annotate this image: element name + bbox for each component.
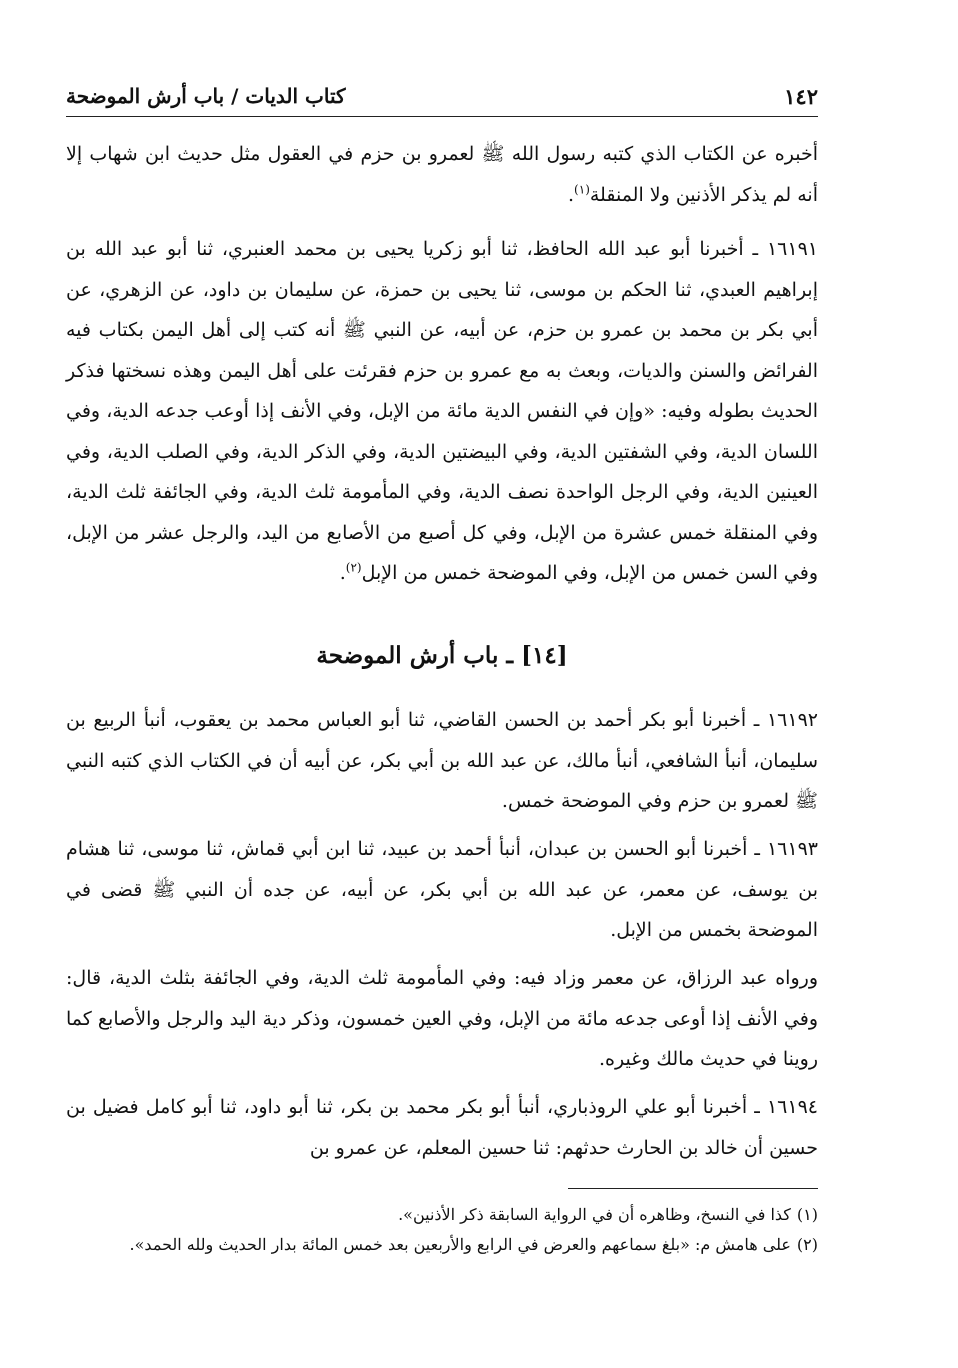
hadith-16191 [66,229,818,594]
paragraph-text: ١٦١٩٢ ـ أخبرنا أبو بكر أحمد بن الحسن القاضي، ثنا أبو العباس محمد بن يعقوب، أنبأ الربيع بن سليمان، أنبأ الشافعي، أنبأ مالك، عن عبد الله بن أبي بكر، عن أبيه أن في الكتاب الذي كتبه النبي ﷺ لعمرو بن حزم وفي الموضحة خمس. [66,709,818,812]
paragraph-end: . [339,562,346,584]
paragraph-text: ورواه عبد الرزاق، عن معمر وزاد فيه: وفي المأمومة ثلث الدية، وفي الجائفة بثلث الدية، قال: وفي الأنف إذا أوعى جدعه مائة من الإبل، وفي العين خمسون، وذكر دية اليد والرجل والأصابع كما روينا في حديث مالك وغيره. [66,967,818,1070]
footnote-text: على هامش م: «بلغ سماعهم والعرض في الرابع والأربعين بعد خمس المائة بدار الحديث ولله الحمد». [129,1235,791,1254]
footnote-number: (١) [796,1205,818,1224]
footnote-number: (٢) [796,1235,818,1254]
paragraph-text: ١٦١٩١ ـ أخبرنا أبو عبد الله الحافظ، ثنا أبو زكريا يحيى بن محمد العنبري، ثنا أبو عبد الله بن إبراهيم العبدي، ثنا الحكم بن موسى، ثنا يحيى بن حمزة، عن سليمان بن داود، عن الزهري، عن أبي بكر بن محمد بن عمرو بن حزم، عن أبيه، عن النبي ﷺ أنه كتب إلى أهل اليمن بكتاب فيه الفرائض والسنن والديات، وبعث به مع عمرو بن حزم فقرئت على أهل اليمن وهذه نسختها فذكر الحديث بطوله وفيه: «وإن في النفس الدية مائة من الإبل، وفي الأنف إذا أوعب جدعه الدية، وفي اللسان الدية، وفي الشفتين الدية، وفي البيضتين الدية، وفي الذكر الدية، وفي الصلب الدية، وفي العينين الدية، وفي الرجل الواحدة نصف الدية، وفي المأمومة ثلث الدية، وفي الجائفة ثلث الدية، وفي المنقلة خمس عشرة من الإبل، وفي كل أصبع من الأصابع من اليد، والرجل عشر من الإبل، وفي السن خمس من الإبل، وفي الموضحة خمس من الإبل [66,238,818,584]
hadith-16194 [66,1087,818,1168]
paragraph-text: أخبره عن الكتاب الذي كتبه رسول الله ﷺ لعمرو بن حزم في العقول مثل حديث ابن شهاب إلا أنه لم يذكر الأذنين ولا المنقلة [66,143,818,206]
paragraph-text: ١٦١٩٣ ـ أخبرنا أبو الحسن بن عبدان، أنبأ أحمد بن عبيد، ثنا ابن أبي قماش، ثنا موسى، ثنا هشام بن يوسف، عن معمر، عن عبد الله بن أبي بكر، عن أبيه، عن جده أن النبي ﷺ قضى في الموضحة بخمس من الإبل. [66,838,818,941]
footnote-text: كذا في النسخ، وظاهره أن في الرواية السابقة ذكر الأذنين». [398,1205,791,1224]
paragraph-text: ١٦١٩٤ ـ أخبرنا أبو علي الروذباري، أنبأ أبو بكر محمد بن بكر، ثنا أبو داود، ثنا أبو كامل فضيل بن حسين أن خالد بن الحارث حدثهم: ثنا حسين المعلم، عن عمرو بن [66,1096,818,1159]
footnotes [66,1200,818,1260]
footnote-2 [66,1230,818,1260]
riwaya-paragraph [66,958,818,1080]
paragraph-continuation [66,134,818,215]
hadith-16193 [66,829,818,951]
footnote-1 [66,1200,818,1230]
footnote-ref: (١) [574,182,590,197]
paragraph-end: . [568,183,575,206]
hadith-16192 [66,700,818,822]
chapter-heading: [١٤] ـ باب أرش الموضحة [316,642,568,669]
footnote-separator [568,1188,818,1189]
footnote-ref: (٢) [345,560,362,575]
running-title: كتاب الديات / باب أرش الموضحة [66,84,356,108]
page-number: ١٤٢ [774,84,818,109]
